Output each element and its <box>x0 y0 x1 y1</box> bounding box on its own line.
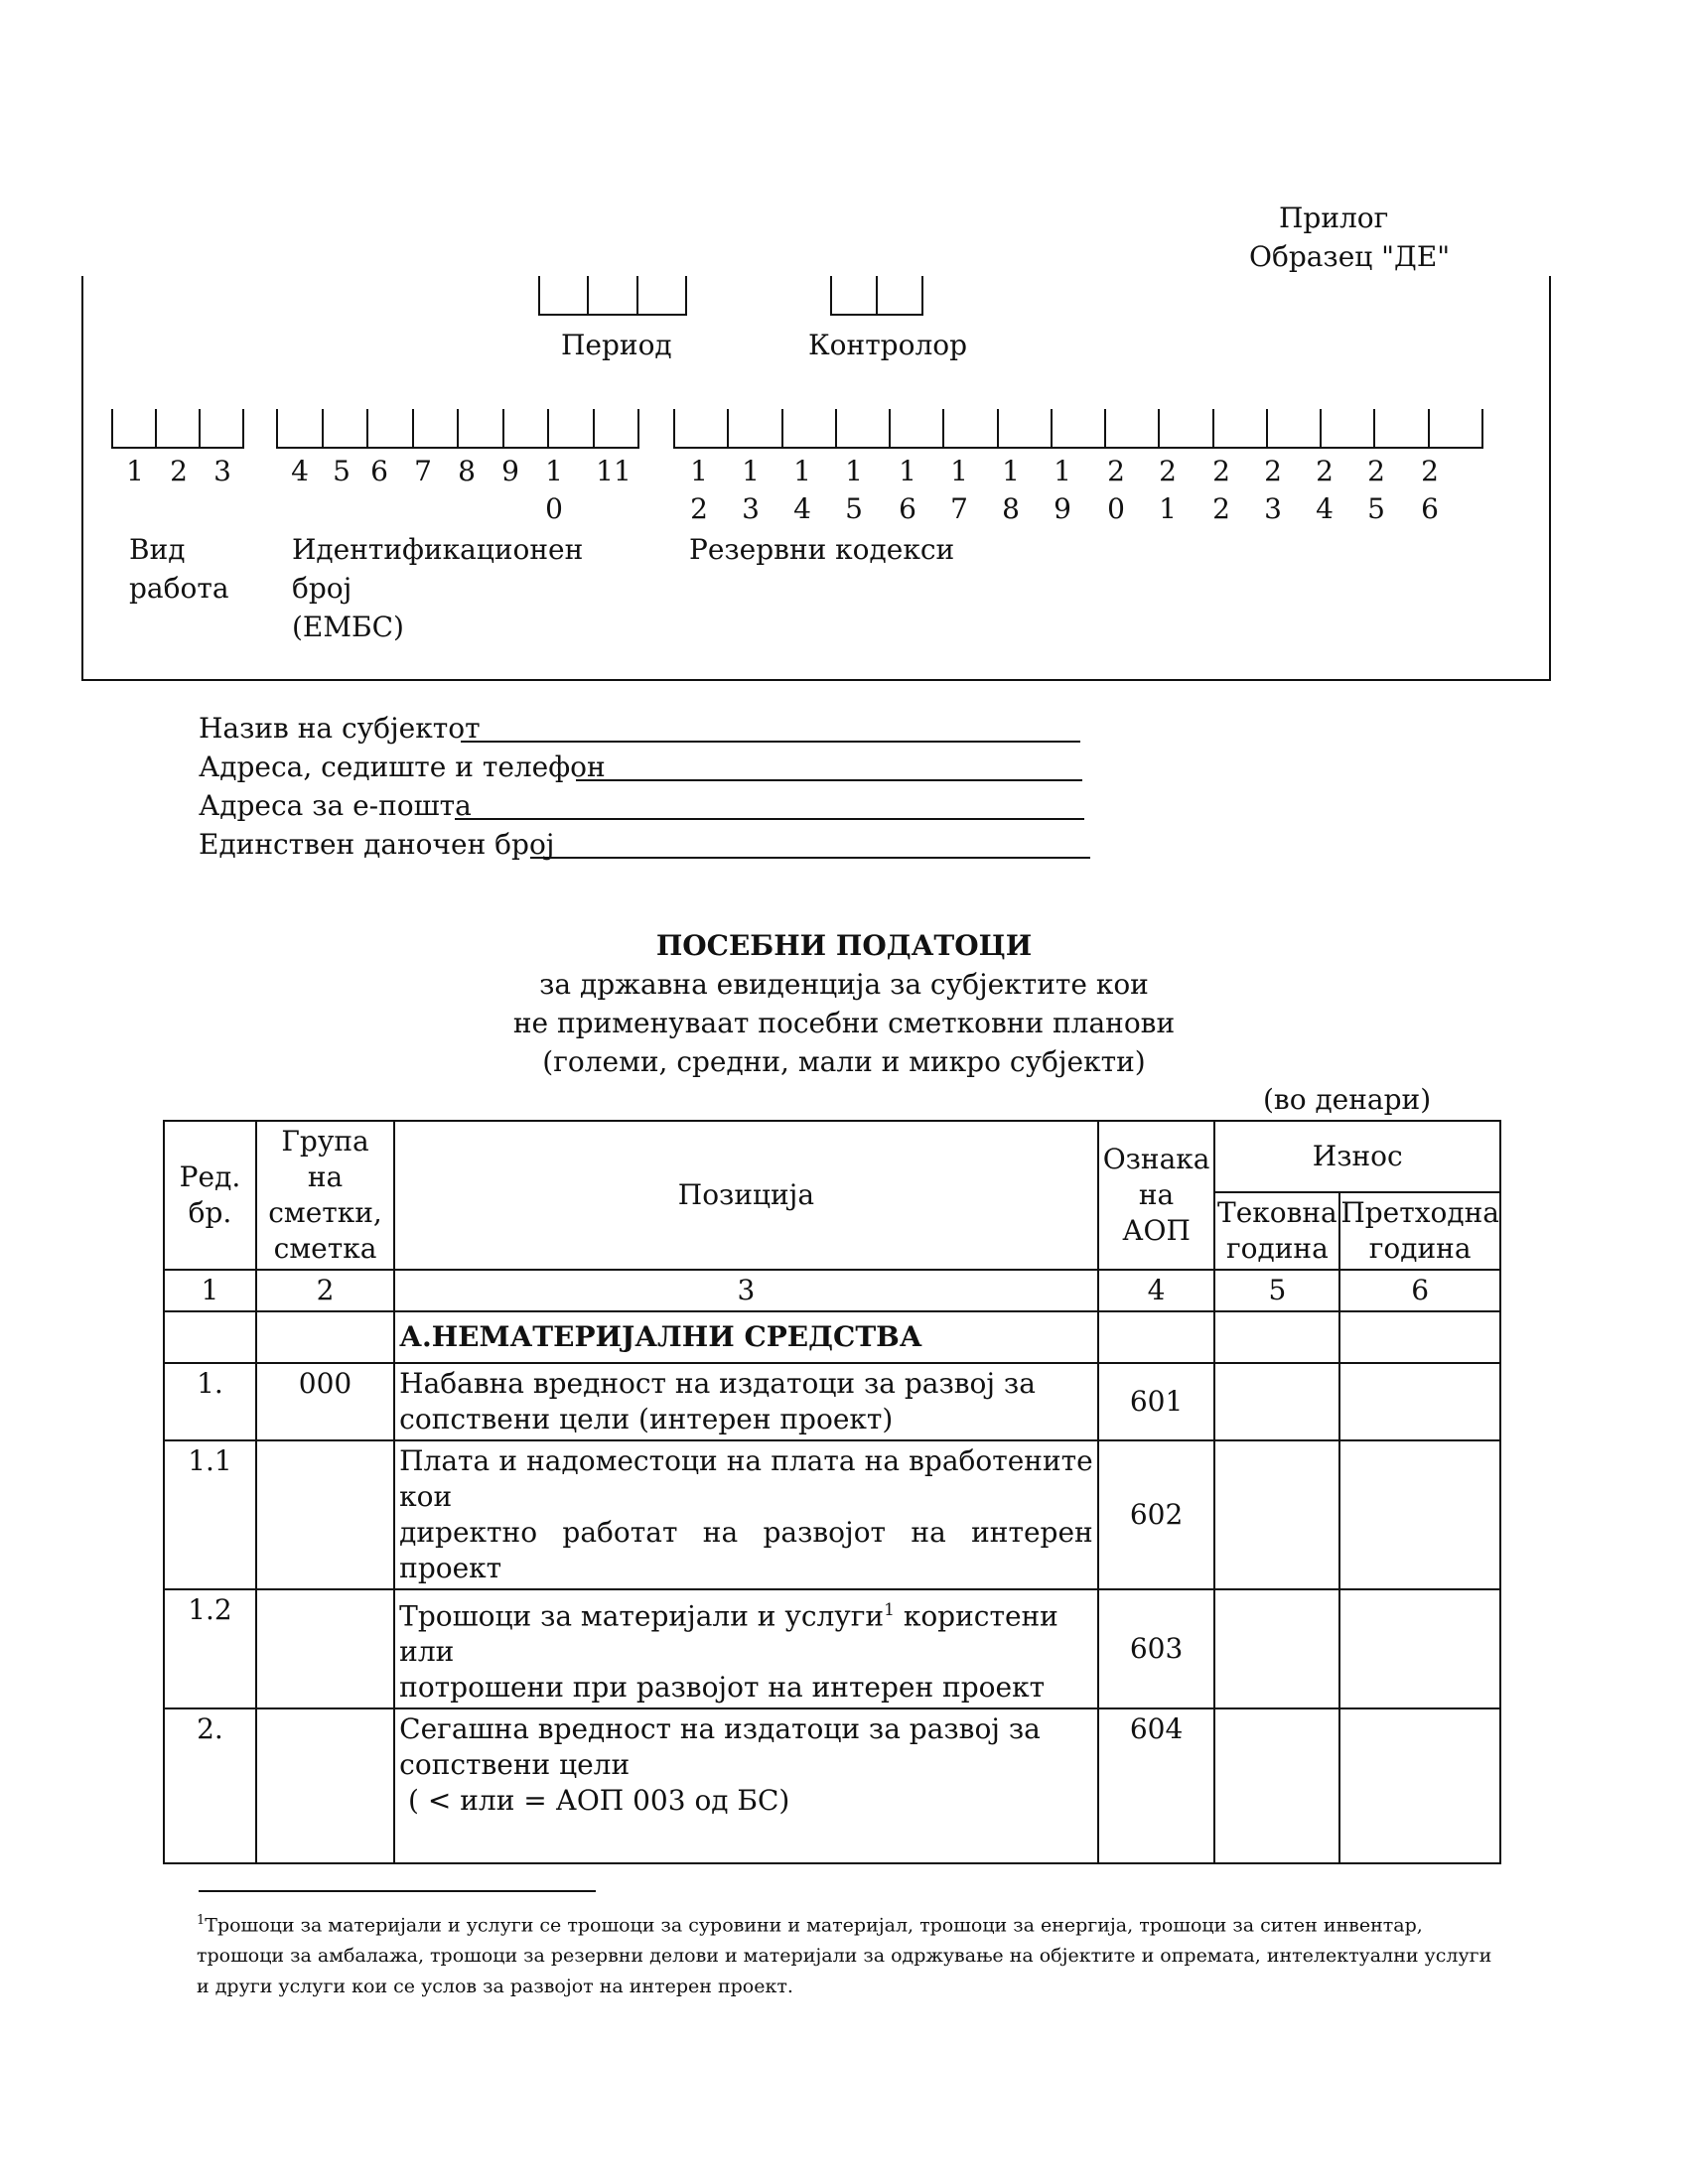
table-row <box>164 1708 1500 1863</box>
subtitle-1: за државна евиденција за субјектите кои <box>539 968 1149 1001</box>
digit: 2 <box>1107 455 1125 487</box>
digit: 5 <box>333 455 351 487</box>
digit: 3 <box>1264 492 1282 525</box>
header-red: Ред. бр. <box>164 1121 256 1270</box>
naziv-field[interactable] <box>461 741 1080 743</box>
digit: 1 <box>1002 455 1020 487</box>
edb-field[interactable] <box>530 857 1090 859</box>
header-iznos: Износ <box>1214 1121 1500 1192</box>
naziv-label: Назив на субјектот <box>199 712 481 745</box>
digit: 2 <box>170 455 188 487</box>
data-table <box>163 1120 1501 1864</box>
digit: 4 <box>1316 492 1334 525</box>
subtitle-2: не применуваат посебни сметковни планови <box>512 1007 1176 1039</box>
reserve-cells[interactable] <box>673 409 1483 449</box>
digit: 5 <box>1367 492 1385 525</box>
digit: 1 <box>1054 455 1071 487</box>
col-num: 2 <box>256 1270 394 1311</box>
id-label-2: број <box>292 572 352 605</box>
row-pozicija: Плата и надоместоци на плата на вработените кои директно работат на развојот на интерен проект <box>394 1440 1098 1589</box>
header-pozicija: Позиција <box>394 1121 1098 1270</box>
section-title: А.НЕМАТЕРИЈАЛНИ СРЕДСТВА <box>394 1311 1098 1363</box>
digit: 9 <box>1054 492 1071 525</box>
digit: 1 <box>742 455 760 487</box>
value-cell[interactable] <box>1339 1311 1500 1363</box>
row-grupa <box>256 1708 394 1863</box>
value-cell[interactable] <box>1214 1311 1339 1363</box>
digit: 1 <box>545 455 563 487</box>
period-cells[interactable] <box>538 276 687 316</box>
table-row <box>164 1363 1500 1440</box>
vid-rabota-cells[interactable] <box>111 409 244 449</box>
digit: 2 <box>1421 455 1439 487</box>
value-cell[interactable] <box>1214 1708 1339 1863</box>
digit: 2 <box>1212 492 1230 525</box>
header-tekovna: Тековна година <box>1214 1192 1339 1270</box>
period-label: Период <box>561 329 672 361</box>
id-label-1: Идентификационен <box>292 533 584 566</box>
value-cell[interactable] <box>1339 1589 1500 1708</box>
row-num: 1. <box>164 1363 256 1440</box>
value-cell[interactable] <box>1339 1363 1500 1440</box>
kontrolor-label: Контролор <box>808 329 968 361</box>
row-num: 2. <box>164 1708 256 1863</box>
edb-label: Единствен даночен број <box>199 828 555 861</box>
digit: 3 <box>213 455 231 487</box>
row-aop: 601 <box>1098 1363 1215 1440</box>
digit: 1 <box>950 455 968 487</box>
row-pozicija: Набавна вредност на издатоци за развој за сопствени цели (интерен проект) <box>394 1363 1098 1440</box>
digit: 2 <box>690 492 708 525</box>
col-num: 1 <box>164 1270 256 1311</box>
digit: 0 <box>545 492 563 525</box>
digit: 2 <box>1367 455 1385 487</box>
header-prethodna: Претходна година <box>1339 1192 1500 1270</box>
header-oznaka: Ознака на АОП <box>1098 1121 1215 1270</box>
column-numbers-row <box>164 1270 1500 1311</box>
digit: 2 <box>1264 455 1282 487</box>
digit: 0 <box>1107 492 1125 525</box>
row-aop: 602 <box>1098 1440 1215 1589</box>
footnote-ref: 1 <box>884 1600 895 1620</box>
digit: 4 <box>793 492 811 525</box>
vid-label-2: работа <box>129 572 229 605</box>
col-num: 5 <box>1214 1270 1339 1311</box>
digit: 1 <box>1159 492 1177 525</box>
table-row <box>164 1589 1500 1708</box>
digit: 9 <box>501 455 519 487</box>
section-row <box>164 1311 1500 1363</box>
digit: 1 <box>126 455 144 487</box>
adresa-field[interactable] <box>576 779 1082 781</box>
table-row <box>164 1440 1500 1589</box>
digit: 4 <box>291 455 309 487</box>
row-pozicija: Сегашна вредност на издатоци за развој за сопствени цели ( < или = АОП 003 од БС) <box>394 1708 1098 1863</box>
vid-label-1: Вид <box>129 533 186 566</box>
digit: 1 <box>690 455 708 487</box>
prilog-label: Прилог <box>1279 202 1389 234</box>
digit: 6 <box>370 455 388 487</box>
col-num: 3 <box>394 1270 1098 1311</box>
email-field[interactable] <box>455 818 1084 820</box>
digit: 1 <box>899 455 916 487</box>
value-cell[interactable] <box>1214 1363 1339 1440</box>
col-num: 4 <box>1098 1270 1215 1311</box>
rezervni-label: Резервни кодекси <box>689 533 955 566</box>
id-label-3: (ЕМБС) <box>292 611 404 643</box>
row-num: 1.2 <box>164 1589 256 1708</box>
row-grupa <box>256 1440 394 1589</box>
kontrolor-cells[interactable] <box>830 276 923 316</box>
digit: 8 <box>458 455 476 487</box>
unit-label: (во денари) <box>1263 1083 1432 1116</box>
digit: 5 <box>845 492 863 525</box>
row-aop: 604 <box>1098 1708 1215 1863</box>
row-pozicija: Трошоци за материјали и услуги$^1$ користени или потрошени при развојот на интерен проект <box>394 1589 1098 1708</box>
digit: 1 <box>793 455 811 487</box>
value-cell[interactable] <box>1339 1708 1500 1863</box>
page-title: ПОСЕБНИ ПОДАТОЦИ <box>655 929 1033 962</box>
adresa-label: Адреса, седиште и телефон <box>199 751 606 783</box>
row-grupa <box>256 1589 394 1708</box>
footnote-separator <box>199 1890 596 1892</box>
digit: 6 <box>1421 492 1439 525</box>
row-aop: 603 <box>1098 1589 1215 1708</box>
subtitle-3: (големи, средни, мали и микро субјекти) <box>542 1045 1146 1078</box>
digit: 7 <box>950 492 968 525</box>
row-num: 1.1 <box>164 1440 256 1589</box>
digit: 7 <box>414 455 432 487</box>
digit: 2 <box>1159 455 1177 487</box>
footnote <box>197 1905 1507 2002</box>
value-cell[interactable] <box>1214 1589 1339 1708</box>
digit: 2 <box>1316 455 1334 487</box>
email-label: Адреса за е-пошта <box>199 789 472 822</box>
obrazec-label: Образец "ДЕ" <box>1249 240 1451 273</box>
embs-cells[interactable] <box>276 409 639 449</box>
digit: 6 <box>899 492 916 525</box>
footnote-text: Трошоци за материјали и услуги се трошоци за суровини и материјал, трошоци за енергија, трошоци за ситен инвентар, трошоци за амбалажа, трошоци за резервни делови и материјали за одржување на објектите и опремата, интелектуални услуги и други услуги кои се услов за развојот на интерен проект. <box>197 1914 1492 1998</box>
value-cell[interactable] <box>1339 1440 1500 1589</box>
header-grupa: Група на сметки, сметка <box>256 1121 394 1270</box>
digit: 2 <box>1212 455 1230 487</box>
col-num: 6 <box>1339 1270 1500 1311</box>
digit: 1 <box>845 455 863 487</box>
value-cell[interactable] <box>1214 1440 1339 1589</box>
digit: 8 <box>1002 492 1020 525</box>
digit: 11 <box>596 455 632 487</box>
digit: 3 <box>742 492 760 525</box>
row-grupa: 000 <box>256 1363 394 1440</box>
footnote-mark: 1 <box>197 1913 206 1928</box>
